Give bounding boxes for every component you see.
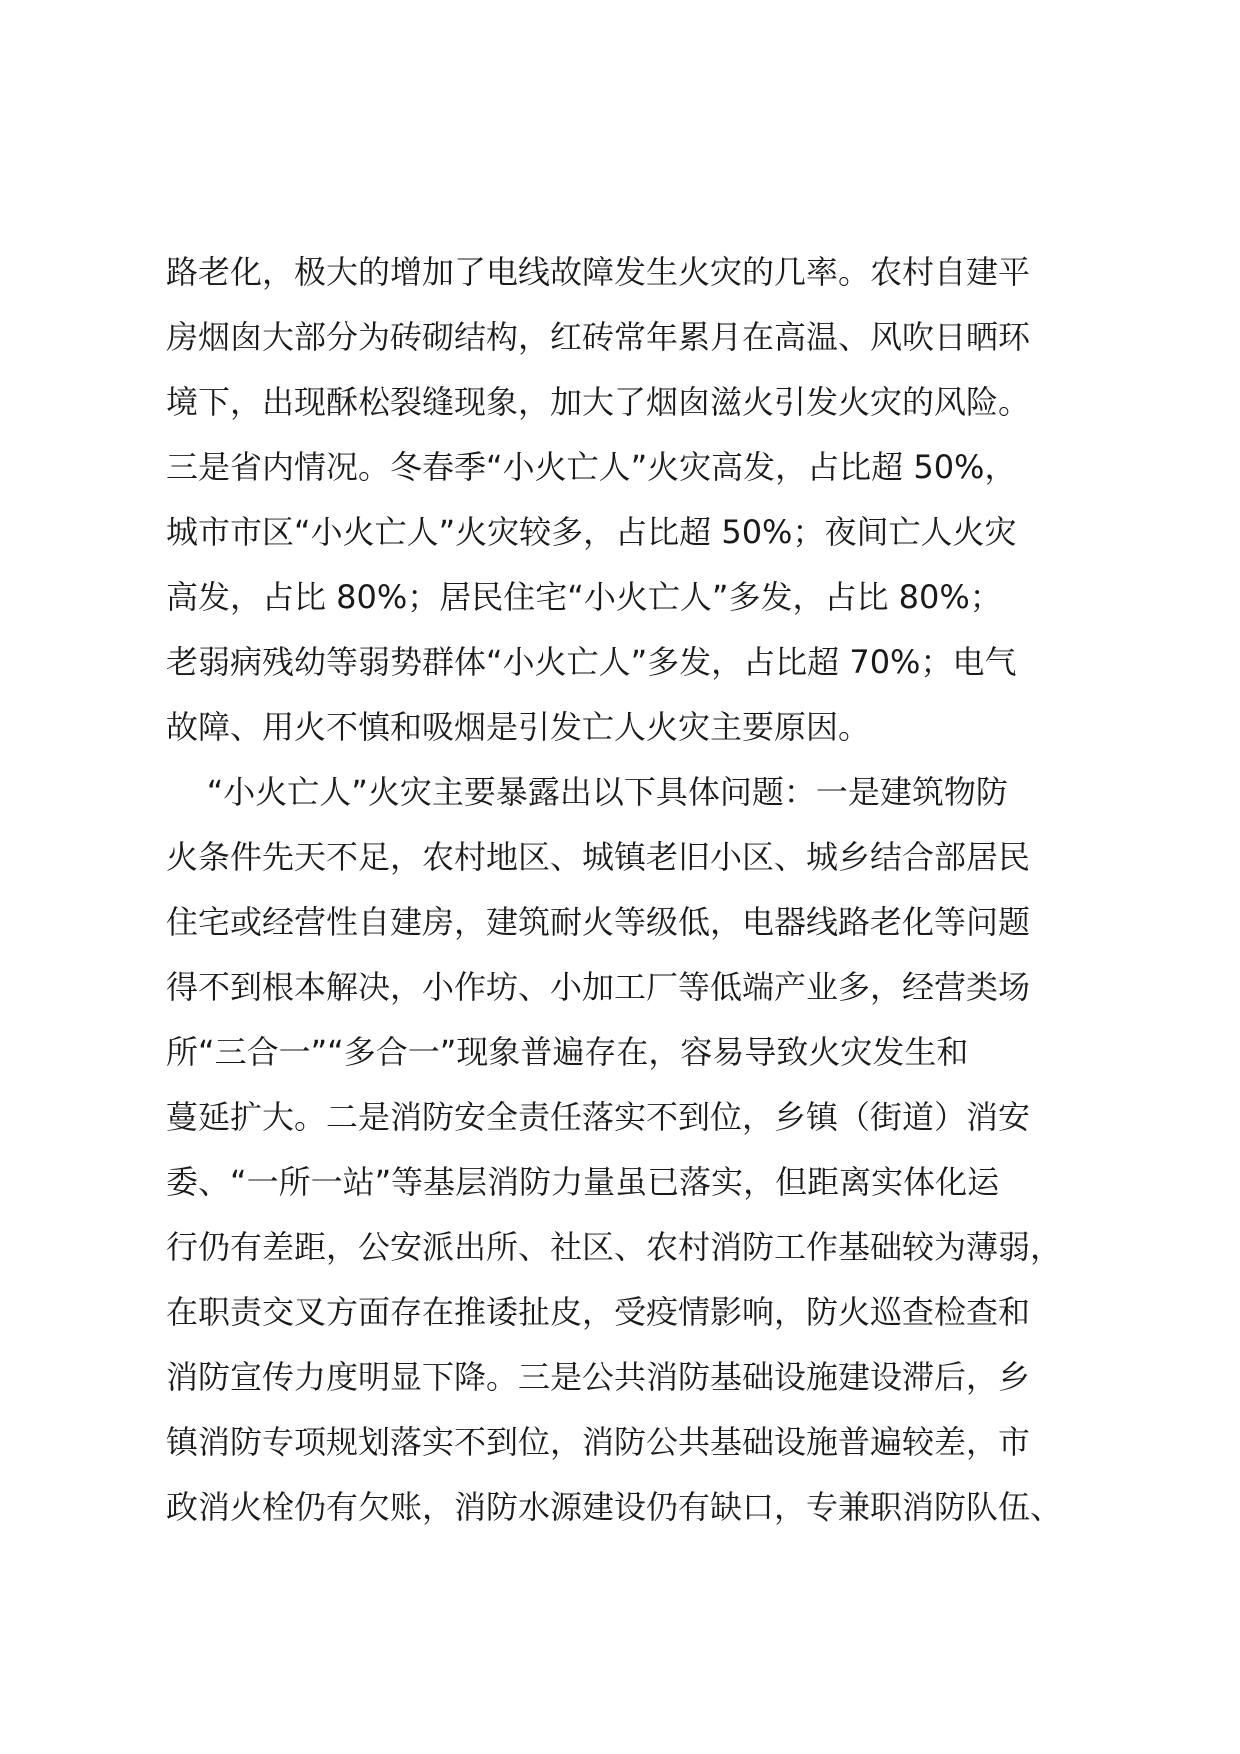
text-line-19: 镇消防专项规划落实不到位，消防公共基础设施普遍较差，市 — [166, 1423, 1031, 1461]
text-line-20: 政消火栓仍有欠账，消防水源建设仍有缺口，专兼职消防队伍、 — [166, 1488, 1063, 1526]
text-line-8: 故障、用火不慎和吸烟是引发亡人火灾主要原因。 — [166, 708, 871, 746]
text-line-10: 火条件先天不足，农村地区、城镇老旧小区、城乡结合部居民 — [166, 838, 1031, 876]
text-line-17: 在职责交叉方面存在推诿扯皮，受疫情影响，防火巡查检查和 — [166, 1293, 1031, 1331]
text-line-1: 路老化，极大的增加了电线故障发生火灾的几率。农村自建平 — [166, 253, 1031, 291]
text-line-16: 行仍有差距，公安派出所、社区、农村消防工作基础较为薄弱， — [166, 1228, 1063, 1266]
text-line-7: 老弱病残幼等弱势群体“小火亡人”多发，占比超 70%；电气 — [166, 643, 1017, 681]
text-line-12: 得不到根本解决，小作坊、小加工厂等低端产业多，经营类场 — [166, 968, 1031, 1006]
body-text — [166, 240, 1086, 1540]
text-line-5: 城市市区“小火亡人”火灾较多，占比超 50%；夜间亡人火灾 — [166, 513, 1017, 551]
text-line-11: 住宅或经营性自建房，建筑耐火等级低，电器线路老化等问题 — [166, 903, 1031, 941]
text-line-6: 高发，占比 80%；居民住宅“小火亡人”多发，占比 80%； — [166, 578, 1002, 616]
text-line-2: 房烟囱大部分为砖砌结构，红砖常年累月在高温、风吹日晒环 — [166, 318, 1031, 356]
text-line-9: “小火亡人”火灾主要暴露出以下具体问题：一是建筑物防 — [166, 773, 1008, 811]
text-line-3: 境下，出现酥松裂缝现象，加大了烟囱滋火引发火灾的风险。 — [166, 383, 1031, 421]
text-line-18: 消防宣传力度明显下降。三是公共消防基础设施建设滞后，乡 — [166, 1358, 1031, 1396]
text-line-4: 三是省内情况。冬春季“小火亡人”火灾高发，占比超 50%， — [166, 448, 1017, 486]
text-line-15: 委、“一所一站”等基层消防力量虽已落实，但距离实体化运 — [166, 1163, 1000, 1201]
text-line-14: 蔓延扩大。二是消防安全责任落实不到位，乡镇（街道）消安 — [166, 1098, 1031, 1136]
text-line-13: 所“三合一”“多合一”现象普遍存在，容易导致火灾发生和 — [166, 1033, 969, 1071]
